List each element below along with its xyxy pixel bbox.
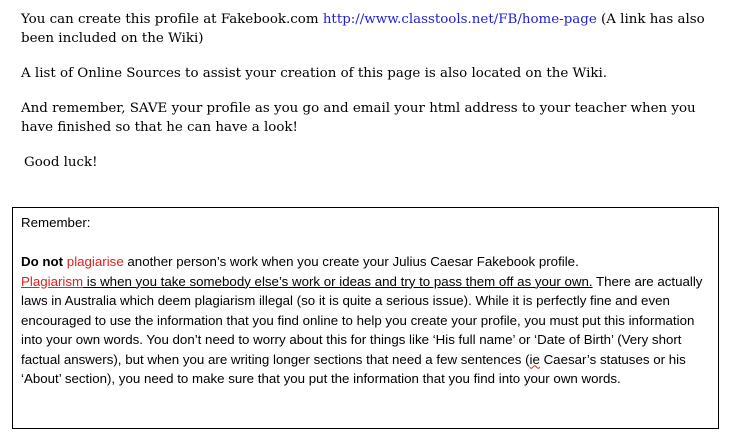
ie-word: ie [529, 351, 540, 367]
plagiarism-definition: is when you take somebody else’s work or ideas and try to pass them off as your own. [83, 273, 593, 289]
intro-line1-text: You can create this profile at Fakebook.com [21, 12, 323, 27]
intro-paragraph-2: A list of Online Sources to assist your creation of this page is also located on the Wiki. [21, 66, 608, 81]
reminder-body-b: Caesar’s statuses or his ‘About’ section), you need to make sure that you put the information that you find into your own words. [21, 351, 686, 386]
reminder-box [12, 207, 719, 429]
plagiarise-word: plagiarise [66, 254, 124, 269]
reminder-heading: Remember: [21, 215, 91, 230]
intro-paragraph-1 [21, 10, 721, 48]
fakebook-link[interactable]: http://www.classtools.net/FB/home-page [322, 12, 597, 27]
intro-text [21, 10, 721, 188]
intro-paragraph-3: And remember, SAVE your profile as you go and email your html address to your teacher when you have finished so that he can have a look! [21, 101, 696, 135]
reminder-line-1 [21, 252, 710, 272]
good-luck-text: Good luck! [24, 155, 98, 170]
reminder-line-1-rest: another person’s work when you create your Julius Caesar Fakebook profile. [123, 254, 579, 269]
reminder-body [21, 272, 710, 389]
do-not-text: Do not [21, 254, 64, 269]
intro-line1-tail: (A link has also been included on the Wiki) [21, 12, 705, 46]
plagiarism-word: Plagiarism [21, 273, 84, 289]
reminder-body-a: There are actually laws in Australia which deem plagiarism illegal (so it is quite a serious issue). While it is perfectly fine and even encouraged to use the information that you find online to help you create your profile, you must put this information into your own words. You don’t need to worry about this for things like ‘His full name’ or ‘Date of Birth’ (Very short factual answers), but when you are writing longer sections that need a few sentences ( [21, 273, 703, 367]
